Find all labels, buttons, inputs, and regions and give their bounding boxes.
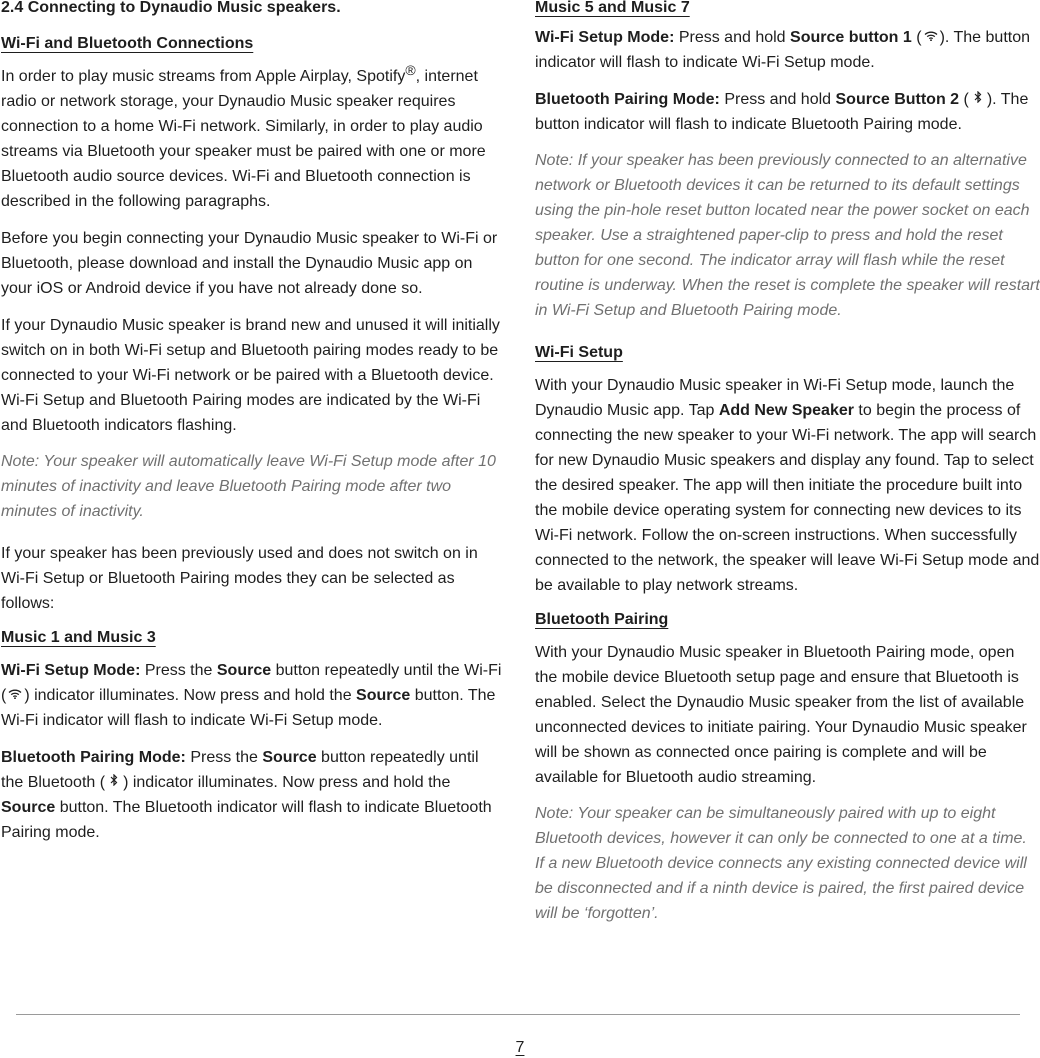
previously-used-paragraph: If your speaker has been previously used and does not switch on in Wi-Fi Setup or Bluetooth Pairing modes they can be selected as follows: xyxy=(1,545,478,612)
registered-mark: ® xyxy=(405,62,416,78)
heading-music-5-and-7: Music 5 and Music 7 xyxy=(535,0,690,16)
app-download-paragraph: Before you begin connecting your Dynaudio Music speaker to Wi-Fi or Bluetooth, please download and install the Dynaudio Music app on your iOS or Android device if you have not already done so. xyxy=(1,230,498,297)
music13-bluetooth-instructions: Bluetooth Pairing Mode: Press the Source button repeatedly until the Bluetooth ( ) indicator illuminates. Now press and hold the Source button. The Bluetooth indicator will flash to indicate Bluetooth Pairing mode. xyxy=(1,749,492,841)
heading-bluetooth-pairing: Bluetooth Pairing xyxy=(535,611,669,628)
heading-wifi-setup: Wi-Fi Setup xyxy=(535,344,623,361)
pairing-limit-note: Note: Your speaker can be simultaneously paired with up to eight Bluetooth devices, however it can only be connected to one at a time. If a new Bluetooth device connects any existing connected device will be disconnected and if a ninth device is paired, the first paired device will be ‘forgotten’. xyxy=(535,805,1027,922)
wifi-setup-paragraph: With your Dynaudio Music speaker in Wi-Fi Setup mode, launch the Dynaudio Music app. Tap Add New Speaker to begin the process of connecting the new speaker to your Wi-Fi network. The app will search for new Dynaudio Music speakers and display any found. Tap to select the desired speaker. The app will then initiate the procedure built into the mobile device operating system for connecting new devices to its Wi-Fi network. Follow the on-screen instructions. When successfully connected to the network, the speaker will leave Wi-Fi Setup mode and be available to play network streams. xyxy=(535,377,1040,594)
reset-note: Note: If your speaker has been previously connected to an alternative network or Bluetooth devices it can be returned to its default settings using the pin-hole reset button located near the power socket on each speaker. Use a straightened paper-clip to press and hold the reset button for one second. The indicator array will flash while the reset routine is underway. When the reset is complete the speaker will restart in Wi-Fi Setup and Bluetooth Pairing mode. xyxy=(535,152,1040,319)
intro-paragraph: In order to play music streams from Apple Airplay, Spotify®, internet radio or network storage, your Dynaudio Music speaker requires connection to a home Wi-Fi network. Similarly, in order to play audio streams via Bluetooth your speaker must be paired with one or more Bluetooth audio source devices. Wi-Fi and Bluetooth connection is described in the following paragraphs. xyxy=(1,62,486,210)
music57-wifi-instructions: Wi-Fi Setup Mode: Press and hold Source button 1 ( ). The button indicator will flash to indicate Wi-Fi Setup mode. xyxy=(535,25,1040,75)
footer-divider xyxy=(16,1014,1020,1015)
inactivity-note: Note: Your speaker will automatically leave Wi-Fi Setup mode after 10 minutes of inactivity and leave Bluetooth Pairing mode after two minutes of inactivity. xyxy=(1,453,496,520)
bluetooth-pairing-paragraph: With your Dynaudio Music speaker in Bluetooth Pairing mode, open the mobile device Bluetooth setup page and ensure that Bluetooth is enabled. Select the Dynaudio Music speaker from the list of available unconnected devices to initiate pairing. Your Dynaudio Music speaker will be shown as connected once pairing is complete and will be available for Bluetooth audio streaming. xyxy=(535,644,1027,786)
heading-wifi-bluetooth-connections: Wi-Fi and Bluetooth Connections xyxy=(1,35,254,52)
music13-wifi-instructions: Wi-Fi Setup Mode: Press the Source button repeatedly until the Wi-Fi ( ) indicator illuminates. Now press and hold the Source button. The Wi-Fi indicator will flash to indicate Wi-Fi Setup mode. xyxy=(1,662,502,729)
music57-bluetooth-instructions: Bluetooth Pairing Mode: Press and hold Source Button 2 ( ). The button indicator will flash to indicate Bluetooth Pairing mode. xyxy=(535,87,1040,137)
section-title: 2.4 Connecting to Dynaudio Music speakers. xyxy=(1,0,341,16)
wifi-icon xyxy=(922,25,940,50)
page-number: 7 xyxy=(515,1039,525,1056)
bluetooth-icon xyxy=(969,87,987,112)
wifi-icon xyxy=(6,683,24,708)
heading-music-1-and-3: Music 1 and Music 3 xyxy=(1,629,156,646)
left-column xyxy=(1,0,504,845)
new-speaker-paragraph: If your Dynaudio Music speaker is brand new and unused it will initially switch on in both Wi-Fi setup and Bluetooth pairing modes ready to be connected to your Wi-Fi network or be paired with a Bluetooth device. Wi-Fi Setup and Bluetooth Pairing modes are indicated by the Wi-Fi and Bluetooth indicators flashing. xyxy=(1,317,500,434)
bluetooth-icon xyxy=(105,770,123,795)
right-column xyxy=(535,0,1040,926)
